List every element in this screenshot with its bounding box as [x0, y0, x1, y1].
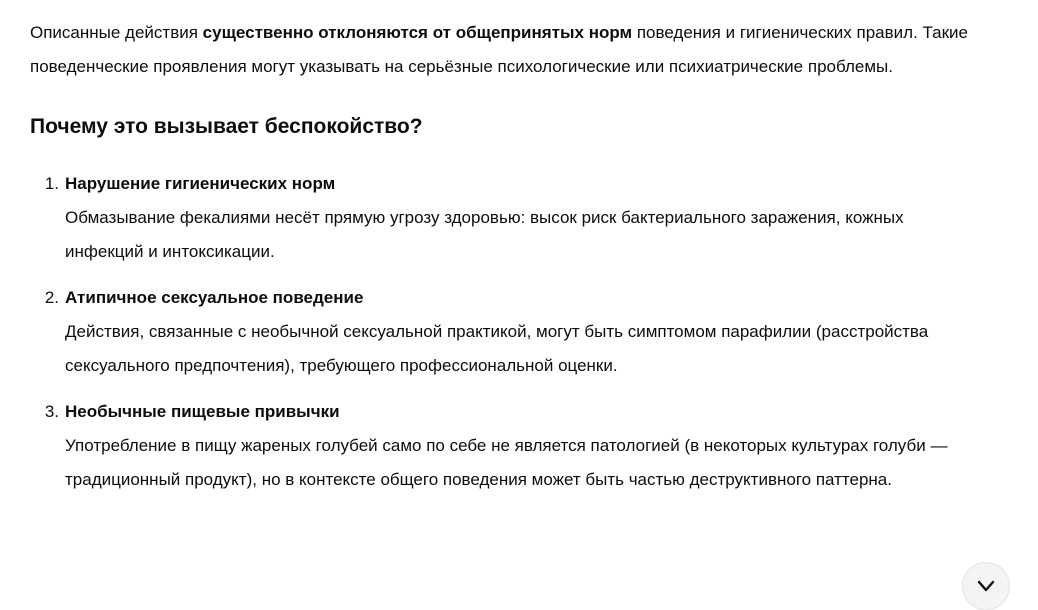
list-item-title: Атипичное сексуальное поведение [65, 288, 364, 307]
concern-list [30, 167, 968, 497]
list-item-body: Употребление в пищу жареных голубей само по себе не является патологией (в некоторых культурах голуби — традиционный продукт), но в контексте общего поведения может быть частью деструктивного паттерна. [65, 436, 948, 489]
list-item-number: 3. [44, 402, 59, 421]
list-item-sexual-behavior [44, 281, 968, 383]
list-item-body: Обмазывание фекалиями несёт прямую угрозу здоровью: высок риск бактериального заражения, кожных инфекций и интоксикации. [65, 208, 904, 261]
chevron-down-icon [975, 575, 997, 597]
intro-text-start: Описанные действия [30, 23, 203, 42]
list-item-title: Нарушение гигиенических норм [65, 174, 336, 193]
section-heading: Почему это вызывает беспокойство? [30, 115, 423, 138]
list-item-eating-habits [44, 395, 968, 497]
scroll-to-bottom-button[interactable] [962, 562, 1010, 610]
list-item-title: Необычные пищевые привычки [65, 402, 340, 421]
intro-text-bold: существенно отклоняются от общепринятых норм [202, 23, 633, 42]
intro-paragraph [30, 16, 968, 84]
list-item-body: Действия, связанные с необычной сексуальной практикой, могут быть симптомом парафилии (расстройства сексуального предпочтения), требующего профессиональной оценки. [65, 322, 929, 375]
list-item-hygiene [44, 167, 968, 269]
intro-text-end: поведения и гигиенических правил. Такие поведенческие проявления могут указывать на серьёзные психологические или психиатрические проблемы. [30, 23, 968, 76]
assistant-message [30, 0, 968, 497]
list-item-number: 1. [44, 174, 59, 193]
list-item-number: 2. [44, 288, 59, 307]
